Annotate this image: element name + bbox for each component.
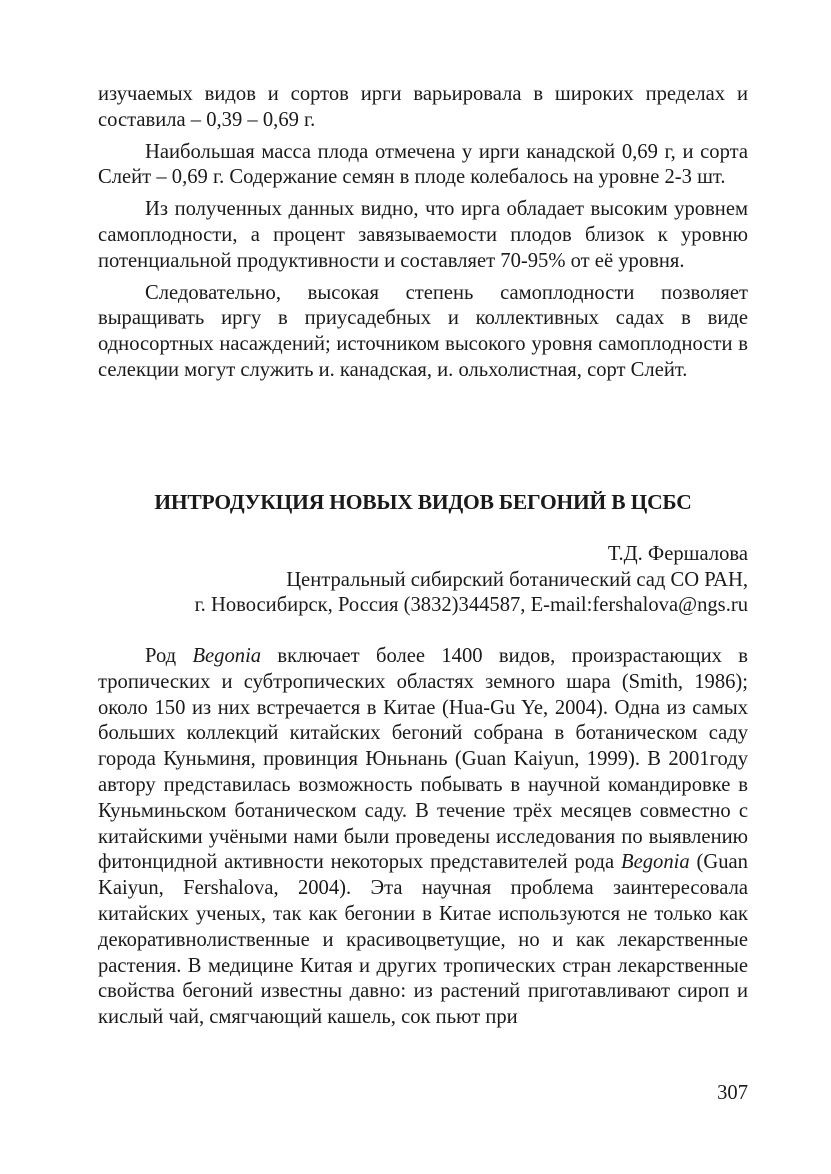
- page-number: 307: [717, 1082, 748, 1104]
- body-text-part-2: включает более 1400 видов, произрастающих в тропических и субтропических областях земного шара (Smith, 1986); около 150 из них встречается в Китае (Hua-Gu Ye, 2004). Одна из самых больших коллекций китайских бегоний собрана в ботаническом саду города Куньминя, провинция Юньнань (Guan Kaiyun, 1999). В 2001году автору представилась возможность побывать в научной командировке в Куньминьском ботаническом саду. В течение трёх месяцев совместно с китайскими учёными нами были проведены исследования по выявлению фитонцидной активности некоторых представителей рода: [98, 645, 748, 874]
- genus-name-2: Begonia: [621, 851, 690, 874]
- article-body: [98, 644, 748, 1031]
- paragraph-fruit-mass: Наибольшая масса плода отмечена у ирги канадской 0,69 г, и сорта Слейт – 0,69 г. Содержание семян в плоде колебалось на уровне 2-3 шт.: [98, 140, 748, 189]
- page: [98, 82, 748, 1142]
- paragraph-continuation: изучаемых видов и сортов ирги варьировала в широких пределах и составила – 0,39 – 0,69 г.: [98, 83, 748, 131]
- body-paragraph: [98, 644, 748, 1031]
- author-block: [195, 542, 748, 619]
- author-contact: г. Новосибирск, Россия (3832)344587, E-mail:fershalova@ngs.ru: [194, 594, 748, 617]
- paragraph-self-fertility: Из полученных данных видно, что ирга обладает высоким уровнем самоплодности, а процент завязываемости плодов близок к уровню потенциальной продуктивности и составляет 70-95% от её уровня.: [98, 198, 748, 272]
- body-text-part-3: (Guan Kaiyun, Fershalova, 2004). Эта научная проблема заинтересовала китайских ученых, так как бегонии в Китае используются не только как декоративнолиственные и красивоцветущие, но и как лекарственные растения. В медицине Китая и других тропических стран лекарственные свойства бегоний известны давно: из растений приготавливают сироп и кислый чай, смягчающий кашель, сок пьют при: [98, 851, 748, 1029]
- paragraph-conclusion: Следовательно, высокая степень самоплодности позволяет выращивать иргу в приусадебных и коллективных садах в виде односортных насаждений; источником высокого уровня самоплодности в селекции могут служить и. канадская, и. ольхолистная, сорт Слейт.: [98, 281, 748, 381]
- preceding-article-text: [98, 82, 748, 384]
- body-text-part-1: Род: [145, 645, 193, 667]
- genus-name-1: Begonia: [192, 645, 262, 667]
- author-name: Т.Д. Фершалова: [607, 543, 748, 565]
- article-title: ИНТРОДУКЦИЯ НОВЫХ ВИДОВ БЕГОНИЙ В ЦСБС: [154, 490, 692, 514]
- author-institution: Центральный сибирский ботанический сад СО РАН,: [286, 568, 748, 591]
